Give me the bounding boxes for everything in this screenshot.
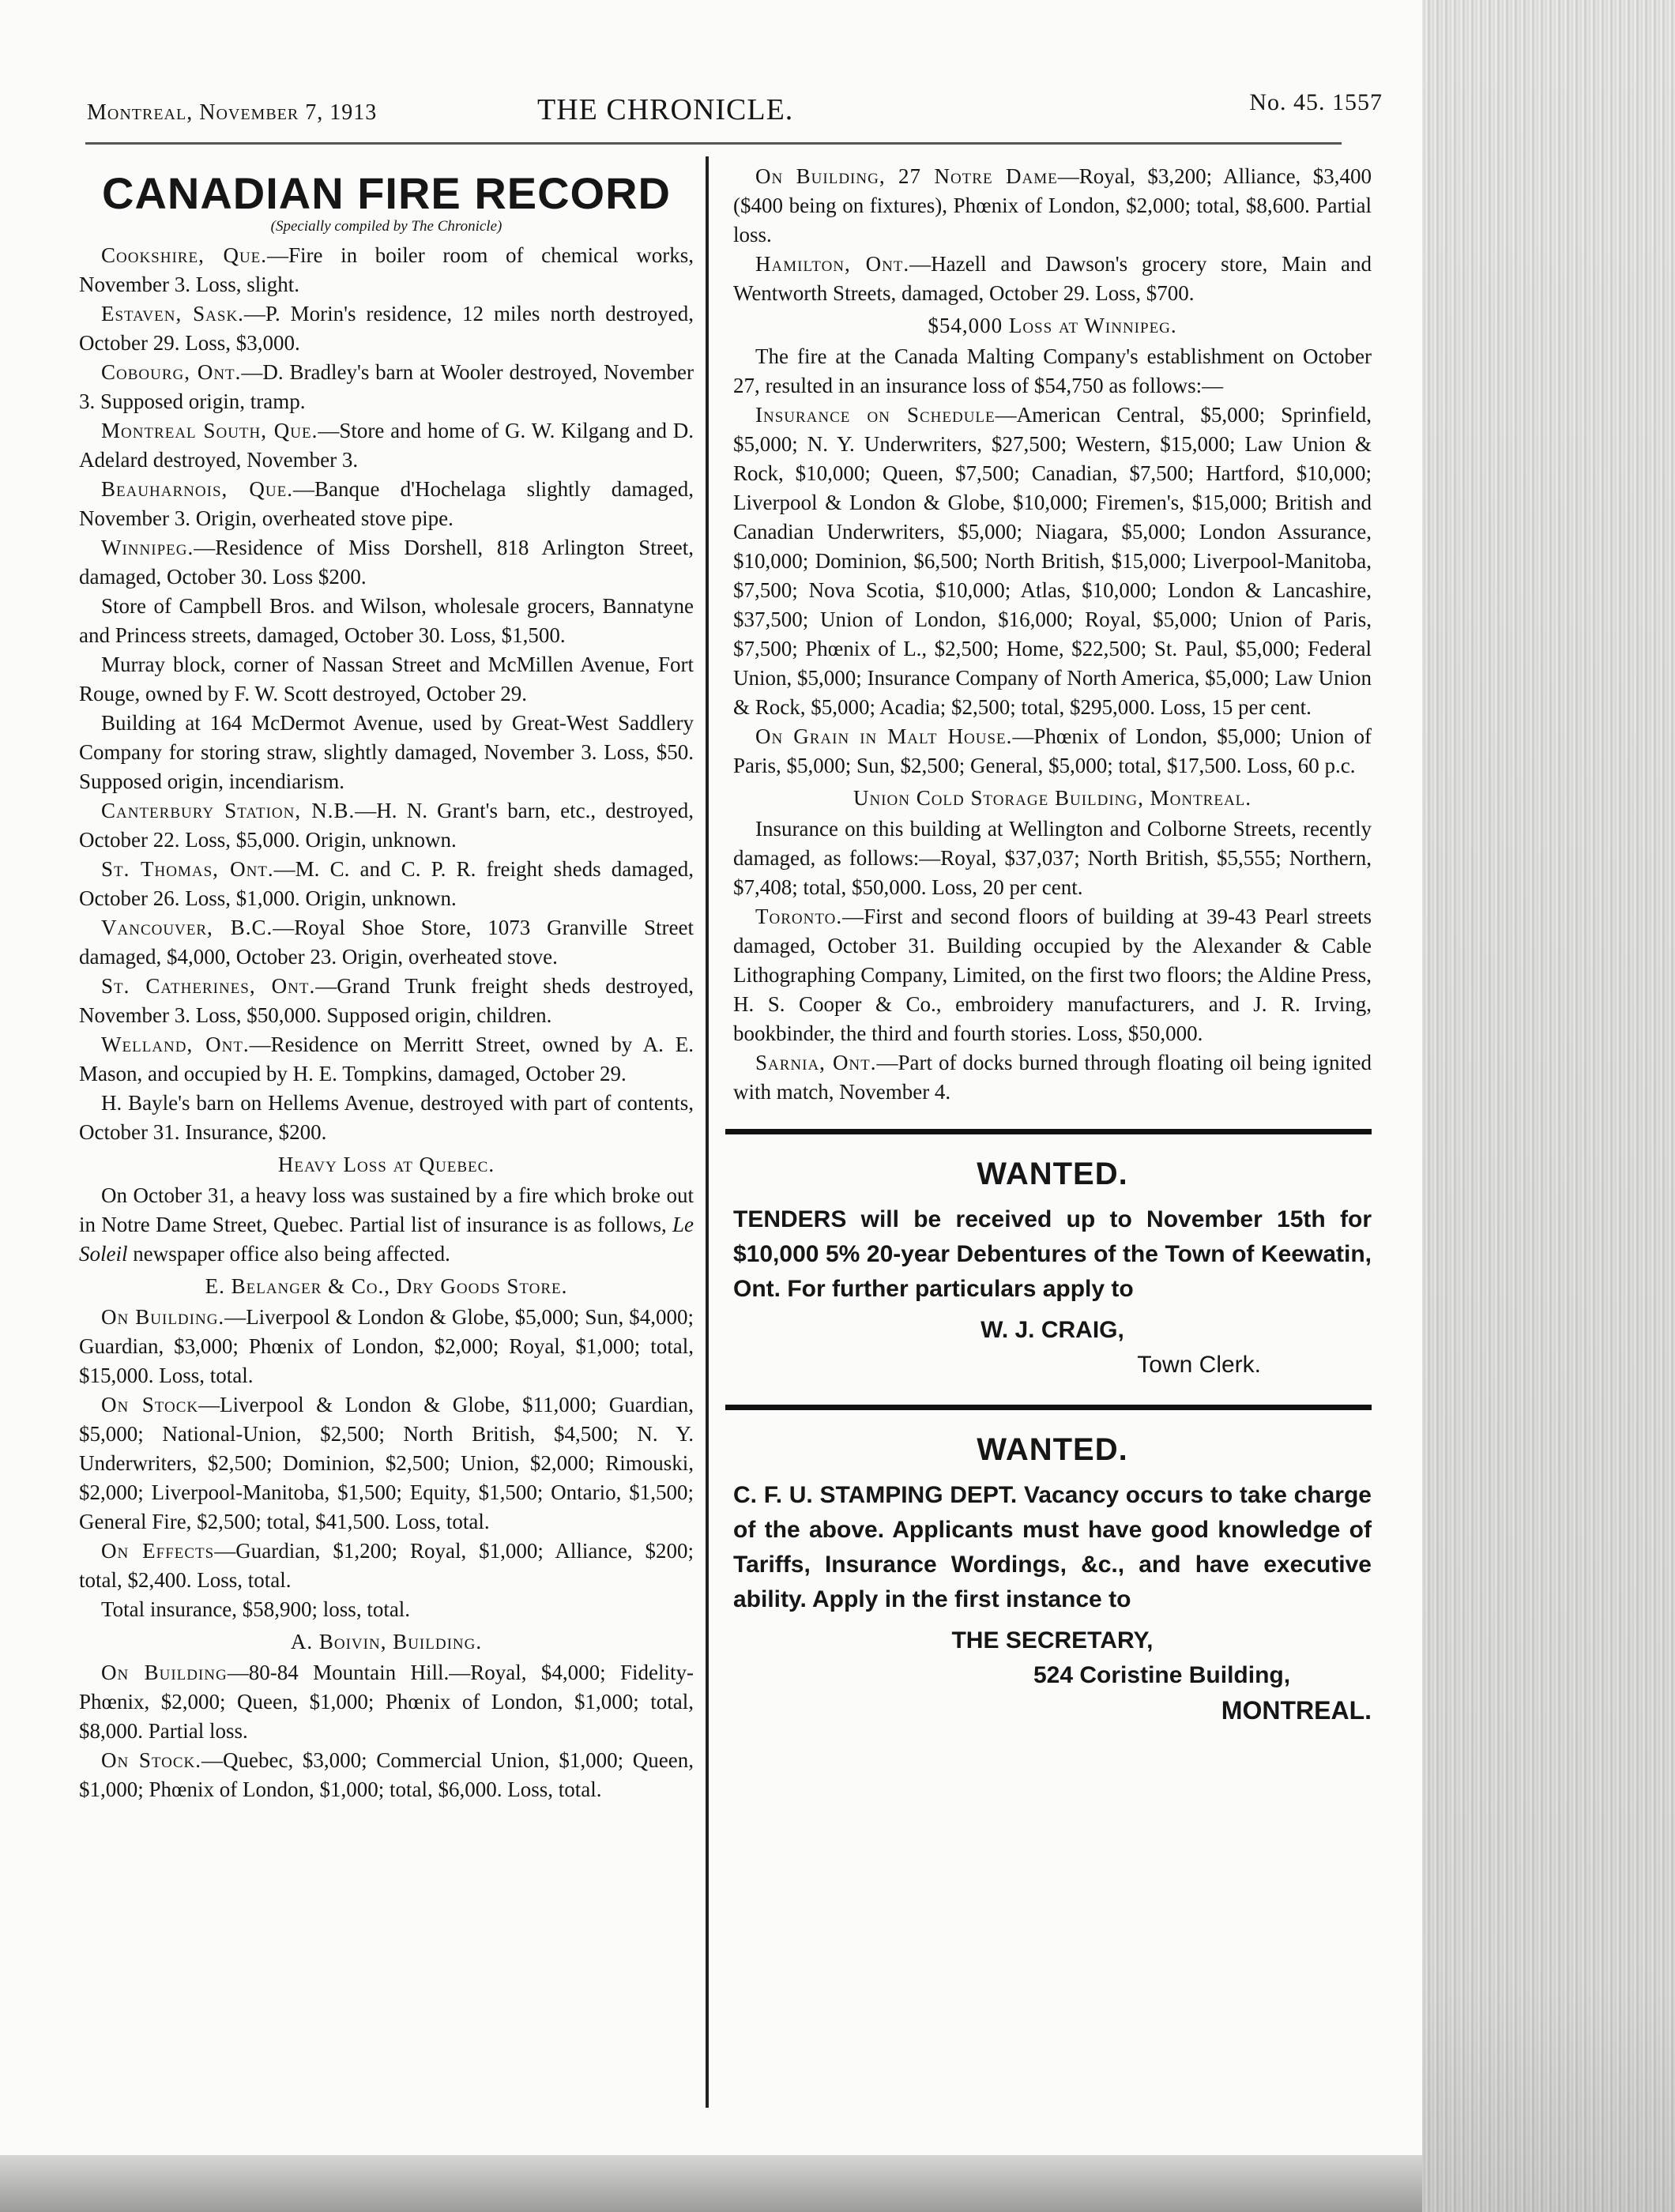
- fire-item: Cobourg, Ont.—D. Bradley's barn at Wooler destroyed, November 3. Supposed origin, tramp.: [79, 360, 694, 413]
- fire-item: Beauharnois, Que.—Banque d'Hochelaga slightly damaged, November 3. Origin, overheated stove pipe.: [79, 477, 694, 530]
- ad-contact-address: 524 Coristine Building,: [1033, 1662, 1291, 1688]
- fire-item: Hamilton, Ont.—Hazell and Dawson's grocery store, Main and Wentworth Streets, damaged, October 29. Loss, $700.: [733, 252, 1372, 305]
- quebec-heading: Heavy Loss at Quebec.: [277, 1153, 495, 1176]
- ad-title: WANTED.: [977, 1157, 1128, 1191]
- left-column: [79, 162, 694, 1804]
- ad-divider-rule: [725, 1129, 1372, 1134]
- page-header: [87, 83, 1383, 130]
- fire-item: Montreal South, Que.—Store and home of G. W. Kilgang and D. Adelard destroyed, November 3.: [79, 419, 694, 472]
- insurance-item: On Stock.—Quebec, $3,000; Commercial Union, $1,000; Queen, $1,000; Phœnix of London, $1,000; total, $6,000. Loss, total.: [79, 1748, 694, 1801]
- fire-item: Vancouver, B.C.—Royal Shoe Store, 1073 Granville Street damaged, $4,000, October 23. Origin, overheated stove.: [79, 916, 694, 969]
- winnipeg-heading: $54,000 Loss at Winnipeg.: [928, 314, 1177, 337]
- fire-item: St. Catherines, Ont.—Grand Trunk freight sheds destroyed, November 3. Loss, $50,000. Supposed origin, children.: [79, 974, 694, 1027]
- ad-body: TENDERS will be received up to November 15th for $10,000 5% 20-year Debentures of the Town of Keewatin, Ont. For further particulars apply to: [733, 1206, 1372, 1302]
- column-divider: [706, 156, 709, 2108]
- quebec-intro: On October 31, a heavy loss was sustained by a fire which broke out in Notre Dame Street, Quebec. Partial list of insurance is as follows, Le Soleil newspaper office also being affected.: [79, 1183, 694, 1266]
- insurance-item: On Building, 27 Notre Dame—Royal, $3,200; Alliance, $3,400 ($400 being on fixtures), Phœnix of London, $2,000; total, $8,600. Partial loss.: [733, 164, 1372, 246]
- wanted-ad-stamping: [733, 1431, 1372, 1728]
- fire-item: Store of Campbell Bros. and Wilson, wholesale grocers, Bannatyne and Princess streets, damaged, October 30. Loss, $1,500.: [79, 594, 694, 647]
- fire-item: Building at 164 McDermot Avenue, used by Great-West Saddlery Company for storing straw, slightly damaged, November 3. Loss, $50. Supposed origin, incendiarism.: [79, 711, 694, 793]
- ad-contact-city: MONTREAL.: [1221, 1696, 1372, 1725]
- ad-contact-name: W. J. CRAIG,: [981, 1317, 1124, 1343]
- insurance-item: On Stock—Liverpool & London & Globe, $11,000; Guardian, $5,000; National-Union, $2,500; North British, $4,500; N. Y. Underwriters, $2,500; Dominion, $2,500; Union, $2,000; Rimouski, $2,000; Liverpool-Manitoba, $1,500; Equity, $1,500; Ontario, $1,500; General Fire, $2,500; total, $41,500. Loss, total.: [79, 1393, 694, 1533]
- header-dateline: Montreal, November 7, 1913: [87, 100, 378, 125]
- wanted-ad-tenders: [733, 1155, 1372, 1382]
- cold-storage-text: Insurance on this building at Wellington and Colborne Streets, recently damaged, as follows:—Royal, $37,037; North British, $5,555; Northern, $7,408; total, $50,000. Loss, 20 per cent.: [733, 817, 1372, 899]
- insurance-item: On Effects—Guardian, $1,200; Royal, $1,000; Alliance, $200; total, $2,400. Loss, total.: [79, 1539, 694, 1592]
- fire-item: Toronto.—First and second floors of building at 39-43 Pearl streets damaged, October 31. Building occupied by the Alexander & Cable Lithographing Company, Limited, on the first two floors; the Aldine Press, H. S. Cooper & Co., embroidery manufacturers, and J. R. Irving, bookbinder, the third and fourth stories. Loss, $50,000.: [733, 905, 1372, 1045]
- fire-item: H. Bayle's barn on Hellems Avenue, destroyed with part of contents, October 31. Insurance, $200.: [79, 1091, 694, 1144]
- fire-item: Murray block, corner of Nassan Street and McMillen Avenue, Fort Rouge, owned by F. W. Scott destroyed, October 29.: [79, 653, 694, 705]
- belanger-heading: E. Belanger & Co., Dry Goods Store.: [205, 1274, 568, 1298]
- fire-item: Winnipeg.—Residence of Miss Dorshell, 818 Arlington Street, damaged, October 30. Loss $200.: [79, 536, 694, 589]
- ad-title: WANTED.: [977, 1432, 1128, 1467]
- fire-item: Cookshire, Que.—Fire in boiler room of chemical works, November 3. Loss, slight.: [79, 243, 694, 296]
- fire-item: Welland, Ont.—Residence on Merritt Street, owned by A. E. Mason, and occupied by H. E. Tompkins, damaged, October 29.: [79, 1033, 694, 1085]
- insurance-item: Insurance on Schedule—American Central, $5,000; Sprinfield, $5,000; N. Y. Underwriters, $27,500; Western, $15,000; Law Union & Rock, $10,000; Queen, $7,500; Canadian, $7,500; Hartford, $10,000; Liverpool & London & Globe, $10,000; Firemen's, $15,000; British and Canadian Underwriters, $5,000; Niagara, $5,000; London Assurance, $10,000; Dominion, $6,500; North British, $15,000; Liverpool-Manitoba, $7,500; Nova Scotia, $10,000; Atlas, $10,000; London & Lancashire, $37,500; Union of London, $16,000; Royal, $5,000; Union of Paris, $7,500; Phœnix of L., $2,500; Home, $22,500; St. Paul, $5,000; Federal Union, $5,000; Insurance Company of North America, $5,000; Law Union & Rock, $5,000; Acadia; $2,500; total, $295,000. Loss, 15 per cent.: [733, 403, 1372, 719]
- section-subtitle: (Specially compiled by The Chronicle): [270, 218, 502, 235]
- right-column: [733, 162, 1372, 1728]
- fire-item: Estaven, Sask.—P. Morin's residence, 12 miles north destroyed, October 29. Loss, $3,000.: [79, 302, 694, 355]
- winnipeg-intro: The fire at the Canada Malting Company's establishment on October 27, resulted in an insurance loss of $54,750 as follows:—: [733, 344, 1372, 397]
- boivin-heading: A. Boivin, Building.: [290, 1630, 483, 1653]
- fire-item: St. Thomas, Ont.—M. C. and C. P. R. freight sheds damaged, October 26. Loss, $1,000. Origin, unknown.: [79, 857, 694, 910]
- ad-divider-rule: [725, 1405, 1372, 1410]
- ad-contact-role: Town Clerk.: [1137, 1352, 1261, 1378]
- page-bottom-shadow: [0, 2155, 1422, 2212]
- ad-contact-secretary: THE SECRETARY,: [951, 1627, 1154, 1653]
- cold-storage-heading: Union Cold Storage Building, Montreal.: [853, 786, 1252, 810]
- insurance-item: On Building—80-84 Mountain Hill.—Royal, $4,000; Fidelity-Phœnix, $2,000; Queen, $1,000; Phœnix of London, $1,000; total, $8,000. Partial loss.: [79, 1661, 694, 1743]
- book-page-edges-shade: [1422, 0, 1675, 2212]
- fire-item: Sarnia, Ont.—Part of docks burned through floating oil being ignited with match, November 4.: [733, 1051, 1372, 1104]
- insurance-item: On Grain in Malt House.—Phœnix of London, $5,000; Union of Paris, $5,000; Sun, $2,500; General, $5,000; total, $17,500. Loss, 60 p.c.: [733, 724, 1372, 777]
- insurance-item: Total insurance, $58,900; loss, total.: [101, 1597, 411, 1621]
- header-rule: [85, 142, 1342, 145]
- section-title: CANADIAN FIRE RECORD: [102, 168, 671, 218]
- header-masthead: THE CHRONICLE.: [537, 93, 794, 126]
- ad-body: C. F. U. STAMPING DEPT. Vacancy occurs to take charge of the above. Applicants must have good knowledge of Tariffs, Insurance Wordings, &c., and have executive ability. Apply in the first instance to: [733, 1482, 1372, 1612]
- insurance-item: On Building.—Liverpool & London & Globe, $5,000; Sun, $4,000; Guardian, $3,000; Phœnix of London, $2,000; Royal, $1,000; total, $15,000. Loss, total.: [79, 1305, 694, 1387]
- header-issue-page: No. 45. 1557: [1249, 89, 1383, 115]
- fire-item: Canterbury Station, N.B.—H. N. Grant's barn, etc., destroyed, October 22. Loss, $5,000. Origin, unknown.: [79, 799, 694, 852]
